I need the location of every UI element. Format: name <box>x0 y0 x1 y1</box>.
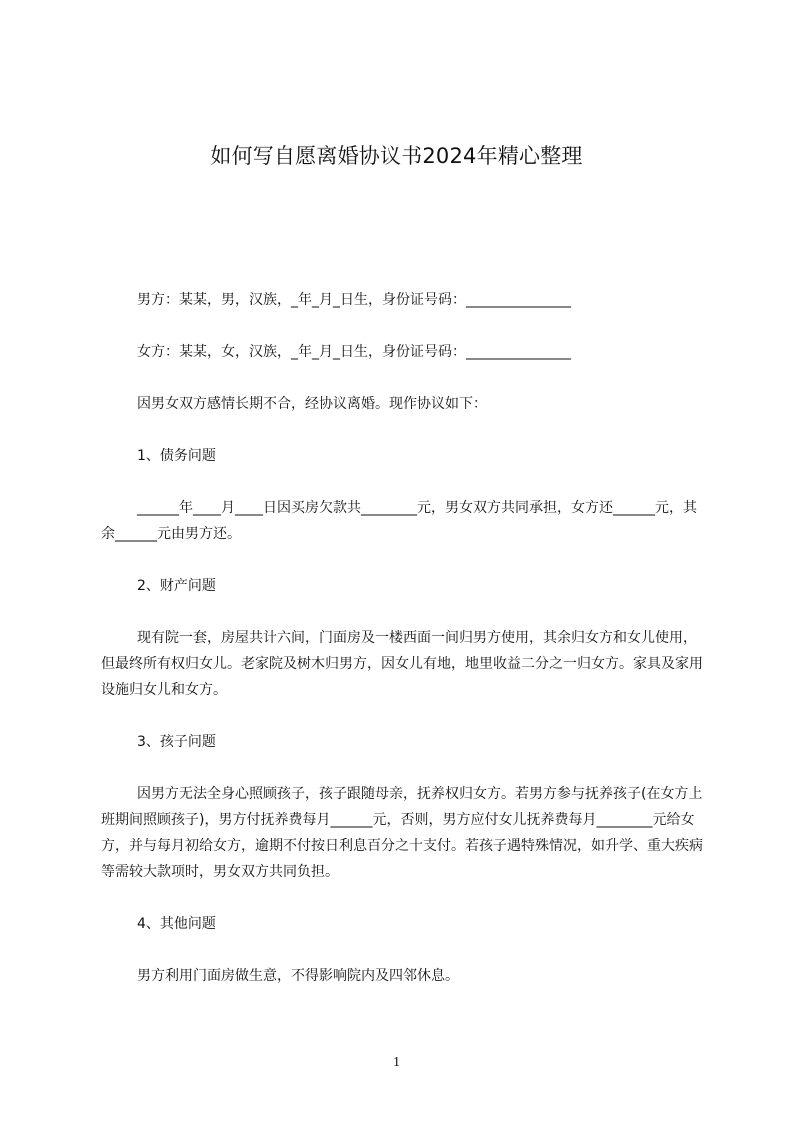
agreement-intro: 因男女双方感情长期不合，经协议离婚。现作协议如下： <box>137 396 487 412</box>
document-body <box>101 287 706 1015</box>
section-heading-other: 4、其他问题 <box>137 916 216 932</box>
property-clause: 现有院一套，房屋共计六间，门面房及一楼西面一间归男方使用，其余归女方和女儿使用，但最终所有权归女儿。老家院及树木归男方，因女儿有地，地里收益二分之一归女方。家具及家用设施归女儿和女方。 <box>101 630 703 698</box>
debt-clause: ______年____月____日因买房欠款共________元，男女双方共同承担，女方还______元，其余______元由男方还。 <box>101 500 697 542</box>
section-heading-debt: 1、债务问题 <box>137 448 216 464</box>
page-number: 1 <box>393 1055 400 1070</box>
section-heading-property: 2、财产问题 <box>137 578 216 594</box>
female-party-info: 女方：某某，女，汉族，_年_月_日生，身份证号码：_______________ <box>137 344 571 360</box>
document-title: 如何写自愿离婚协议书2024年精心整理 <box>210 144 583 168</box>
other-clause: 男方利用门面房做生意，不得影响院内及四邻休息。 <box>137 968 459 984</box>
section-heading-children: 3、孩子问题 <box>137 734 216 750</box>
children-clause: 因男方无法全身心照顾孩子，孩子跟随母亲，抚养权归女方。若男方参与抚养孩子(在女方上班期间照顾孩子)，男方付抚养费每月______元，否则，男方应付女儿抚养费每月________元给女方，并与每月初给女方，逾期不付按日利息百分之十支付。若孩子遇特殊情况，如升学、重大疾病等需较大款项时，男女双方共同负担。 <box>101 786 703 880</box>
male-party-info: 男方：某某，男，汉族，_年_月_日生，身份证号码：_______________ <box>137 292 571 308</box>
